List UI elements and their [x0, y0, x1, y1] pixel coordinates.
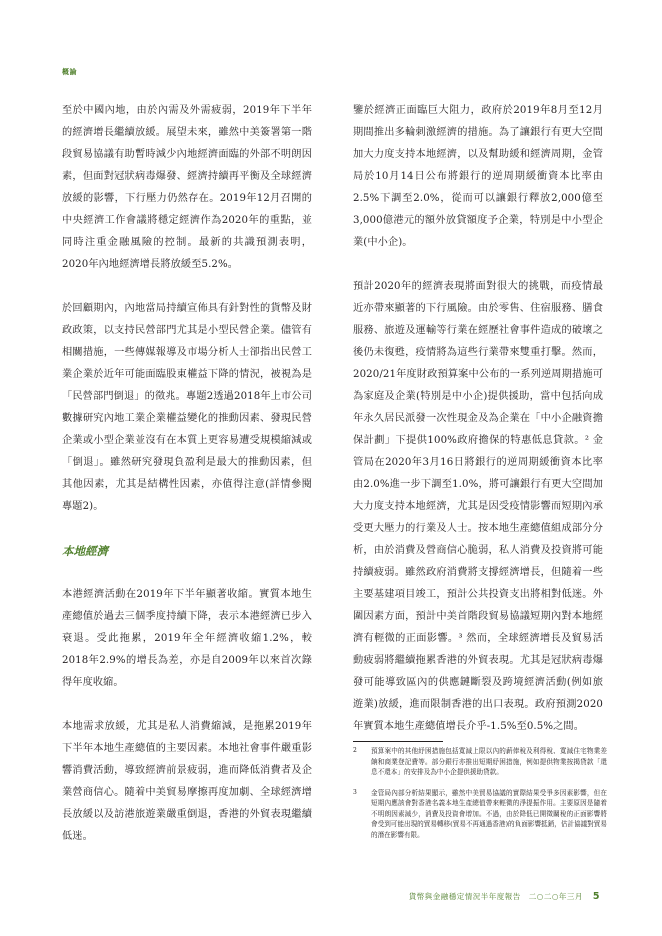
page-number: 5	[592, 891, 600, 902]
footnotes	[353, 746, 607, 850]
footnote-text: 預算案中的其他紓困措施包括寬減上限以內的薪俸稅及利得稅、寬減住宅物業差餉和商業登記費等。部分銀行亦推出短期紓困措施，例如提供物業按揭貸款「還息不還本」的安排及為中小企提供援助貸款。	[371, 747, 607, 776]
paragraph: 至於中國內地，由於內需及外需疲弱，2019年下半年的經濟增長繼續放緩。展望未來，雖然中美簽署第一階段貿易協議有助暫時減少內地經濟面臨的外部不明朗因素，但面對冠狀病毒爆發、經濟持續再平衡及全球經濟放緩的影響，下行壓力仍然存在。2019年12月召開的中央經濟工作會議將穩定經濟作為2020年的重點，並同時注重金融風險的控制。最新的共識預測表明，2020年內地經濟增長將放緩至5.2%。	[62, 105, 312, 270]
footnote	[353, 746, 607, 778]
paragraph: 於回顧期內，內地當局持續宣佈具有針對性的貨幣及財政政策，以支持民營部門尤其是小型民營企業。儘管有相關措施，一些傳媒報導及市場分析人士卻指出民營工業企業於近年可能面臨股東權益下降的情況，被視為是「民營部門倒退」的徵兆。專題2透過2018年上市公司數據研究內地工業企業權益變化的推動因素、發現民營企業或小型企業並沒有在本質上更容易遭受規模縮減或「倒退」。雖然研究發現負盈利是最大的推動因素，但其他因素，尤其是結構性因素，亦值得注意(詳情參閱專題2)。	[62, 303, 312, 512]
footnote-divider	[353, 741, 443, 742]
paragraph: 本港經濟活動在2019年下半年顯著收縮。實質本地生產總值於過去三個季度持續下降，表示本港經濟已步入衰退。受此拖累，2019年全年經濟收縮1.2%，較2018年2.9%的增長為差，亦是自2009年以來首次錄得年度收縮。	[62, 589, 312, 688]
paragraph: 本地需求放緩，尤其是私人消費縮減，是拖累2019年下半年本地生產總值的主要因素。本地社會事件嚴重影響消費活動，導致經濟前景疲弱，進而降低消費者及企業營商信心。隨着中美貿易摩擦再度加劇、全球經濟增長放緩以及訪港旅遊業嚴重倒退，香港的外貿表現繼續低迷。	[62, 721, 312, 842]
paragraph: 鑒於經濟正面臨巨大阻力，政府於2019年8月至12月期間推出多輪刺激經濟的措施。為了讓銀行有更大空間加大力度支持本地經濟，以及幫助緩和經濟周期，金管局於10月14日公布將銀行的逆周期緩衝資本比率由2.5%下調至2.0%，從而可以讓銀行釋放2,000億至3,000億港元的額外放貸額度予企業，特別是中小型企業(中小企)。	[353, 105, 603, 248]
page-footer	[409, 891, 600, 902]
section-label: 概論	[62, 68, 77, 76]
footnote	[353, 788, 607, 841]
footnote-text: 金管局內部分析結果顯示，雖然中美貿易協議的實際結果受爭多因素影響，但在短期內應該會對香港名義本地生產總值帶來輕微的淨提振作用。主要原因是隨着不明朗因素減少，消費及投資會增加。不過，由於降低已開徵關稅的正面影響將會受到可能出現的貿易轉移(貿易不再通過香港)的負面影響抵銷，估計協議對貿易的潛在影響有限。	[371, 788, 607, 839]
paragraph: 預計2020年的經濟表現將面對很大的挑戰，而疫情最近亦帶來顯著的下行風險。由於零售、住宿服務、膳食服務、旅遊及運輸等行業在經歷社會事件造成的破壞之後仍未復甦，疫情將為這些行業帶來雙重打擊。然而，2020/21年度財政預算案中公布的一系列逆周期措施可為家庭及企業(特別是中小企)提供援助，當中包括向成年永久居民派發一次性現金及為企業在「中小企融資擔保計劃」下提供100%政府擔保的特惠低息貸款。² 金管局在2020年3月16日將銀行的逆周期緩衝資本比率由2.0%進一步下調至1.0%，將可讓銀行有更大空間加大力度支持本地經濟，尤其是因受疫情影響而短期內承受更大壓力的行業及人士。按本地生產總值組成部分分析，由於消費及營商信心脆弱，私人消費及投資將可能持續疲弱。雖然政府消費將支撐經濟增長，但隨着一些主要基建項目竣工，預計公共投資支出將相對低迷。外圍因素方面，預計中美首階段貿易協議短期內對本地經濟有輕微的正面影響。³ 然而，全球經濟增長及貿易活動疲弱將繼續拖累香港的外貿表現。尤其是冠狀病毒爆發可能導致區內的供應鏈斷裂及跨境經濟活動(例如旅遊業)放緩，進而限制香港的出口表現。政府預測2020年實質本地生產總值增長介乎-1.5%至0.5%之間。	[353, 281, 603, 732]
footnote-number: 3	[353, 788, 357, 796]
footnote-number: 2	[353, 747, 357, 754]
section-heading: 本地經濟	[62, 544, 108, 558]
left-column	[62, 100, 312, 848]
right-column	[353, 100, 603, 738]
report-title: 貨幣與金融穩定情況半年度報告 二○二○年三月	[408, 892, 583, 901]
